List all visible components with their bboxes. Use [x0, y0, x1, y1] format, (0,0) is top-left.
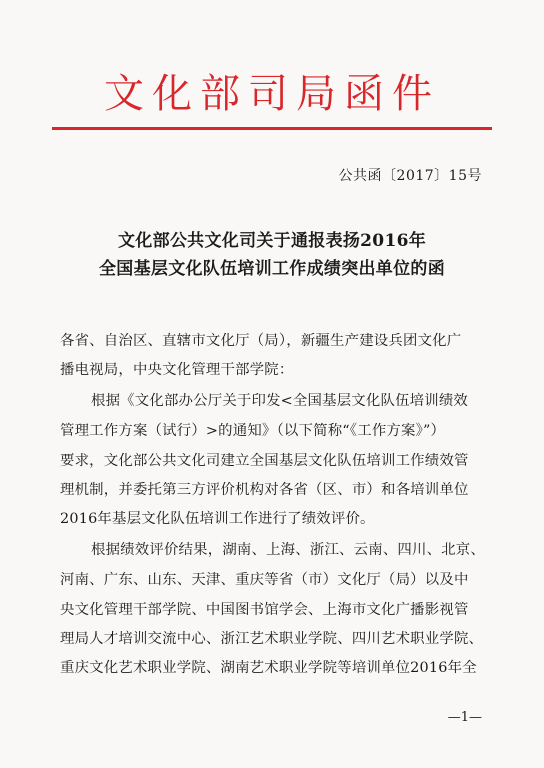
body-line: 重庆文化艺术职业学院、湖南艺术职业学院等培训单位2016年全	[60, 660, 477, 676]
body-line: 要求，文化部公共文化司建立全国基层文化队伍培训工作绩效管	[60, 453, 469, 469]
letterhead-divider	[52, 127, 492, 130]
document-title-line-1: 文化部公共文化司关于通报表扬2016年	[117, 231, 426, 251]
body-line: 理局人才培训交流中心、浙江艺术职业学院、四川艺术职业学院、	[60, 631, 484, 647]
page-number: —1—	[447, 710, 482, 725]
body-line: 2016年基层文化队伍培训工作进行了绩效评价。	[60, 511, 375, 527]
body-line: 根据绩效评价结果，湖南、上海、浙江、云南、四川、北京、	[91, 542, 485, 558]
letterhead-title: 文化部司局函件	[104, 71, 440, 117]
document-title-line-2: 全国基层文化队伍培训工作成绩突出单位的函	[99, 259, 445, 279]
body-line: 播电视局，中央文化管理干部学院：	[60, 362, 294, 378]
body-line: 管理工作方案（试行）>的通知》（以下简称“《工作方案》”）	[60, 423, 446, 439]
body-line: 理机制，并委托第三方评价机构对各省（区、市）和各培训单位	[60, 482, 469, 498]
body-line: 河南、广东、山东、天津、重庆等省（市）文化厅（局）以及中	[60, 572, 469, 588]
body-line: 各省、自治区、直辖市文化厅（局），新疆生产建设兵团文化广	[60, 333, 462, 349]
body-line: 央文化管理干部学院、中国图书馆学会、上海市文化广播影视管	[60, 602, 469, 618]
document-number: 公共函〔2017〕15号	[338, 168, 482, 184]
body-line: 根据《文化部办公厅关于印发<全国基层文化队伍培训绩效	[91, 393, 469, 409]
